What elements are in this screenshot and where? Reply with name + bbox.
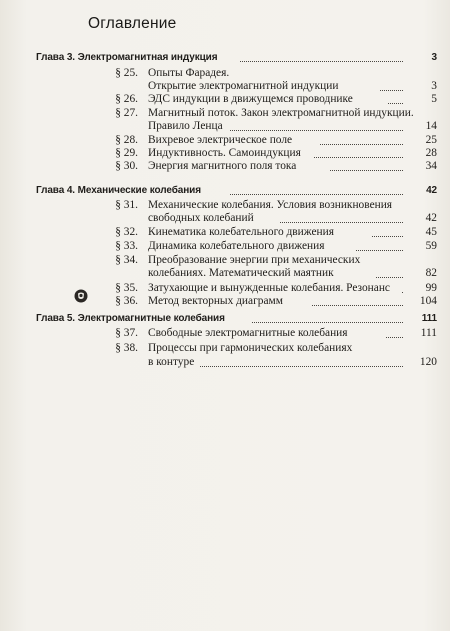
section-number: § 28. bbox=[115, 134, 138, 146]
section-title: Преобразование энергии при механических bbox=[148, 254, 361, 266]
section-number: § 38. bbox=[115, 342, 138, 354]
dot-leader bbox=[312, 305, 403, 306]
page-number: 14 bbox=[425, 120, 437, 132]
section-number: § 33. bbox=[115, 240, 138, 252]
section-title: Свободные электромагнитные колебания bbox=[148, 327, 348, 339]
page-number: 45 bbox=[425, 226, 437, 238]
toc-entry bbox=[0, 341, 437, 356]
toc-entry bbox=[0, 294, 437, 309]
toc-entry-continuation bbox=[0, 119, 437, 134]
section-title: Процессы при гармонических колебаниях bbox=[148, 342, 353, 354]
chapter-row bbox=[0, 50, 437, 65]
dot-leader bbox=[320, 144, 403, 145]
page-number: 25 bbox=[425, 134, 437, 146]
chapter-title: Глава 4. Механические колебания bbox=[36, 185, 201, 196]
dot-leader bbox=[230, 130, 403, 131]
section-title: Вихревое электрическое поле bbox=[148, 134, 293, 146]
section-title: Индуктивность. Самоиндукция bbox=[148, 147, 301, 159]
dot-leader bbox=[330, 170, 403, 171]
page-number: 42 bbox=[426, 185, 437, 196]
toc-entry bbox=[0, 159, 437, 174]
page-number: 34 bbox=[425, 160, 437, 172]
section-number: § 26. bbox=[115, 93, 138, 105]
page-number: 99 bbox=[425, 282, 437, 294]
section-title: Кинематика колебательного движения bbox=[148, 226, 334, 238]
section-number: § 31. bbox=[115, 199, 138, 211]
page-number: 59 bbox=[425, 240, 437, 252]
page-number: 42 bbox=[425, 212, 437, 224]
chapter-title: Глава 5. Электромагнитные колебания bbox=[36, 313, 225, 324]
chapter-row bbox=[0, 183, 437, 198]
chapter-title: Глава 3. Электромагнитная индукция bbox=[36, 52, 218, 63]
page-number: 5 bbox=[431, 93, 437, 105]
section-title: Затухающие и вынужденные колебания. Резонанс bbox=[148, 282, 390, 294]
section-title: ЭДС индукции в движущемся проводнике bbox=[148, 93, 353, 105]
section-title: Открытие электромагнитной индукции bbox=[148, 80, 339, 92]
dot-leader bbox=[314, 157, 403, 158]
section-title: Метод векторных диаграмм bbox=[148, 295, 283, 307]
toc-entry bbox=[0, 225, 437, 240]
toc-entry-continuation bbox=[0, 266, 437, 281]
chapter-row bbox=[0, 311, 437, 326]
page-number: 3 bbox=[431, 52, 437, 63]
dot-leader bbox=[356, 250, 403, 251]
section-number: § 29. bbox=[115, 147, 138, 159]
section-title: в контуре bbox=[148, 356, 195, 368]
section-title: Динамика колебательного движения bbox=[148, 240, 325, 252]
page-number: 104 bbox=[419, 295, 437, 307]
page-number: 120 bbox=[419, 356, 437, 368]
toc-entry bbox=[0, 92, 437, 107]
section-number: § 36. bbox=[115, 295, 138, 307]
section-title: Правило Ленца bbox=[148, 120, 223, 132]
dot-leader bbox=[200, 366, 403, 367]
section-number: § 27. bbox=[115, 107, 138, 119]
dot-leader bbox=[402, 292, 403, 293]
dot-leader bbox=[376, 277, 403, 278]
dot-leader bbox=[230, 194, 403, 195]
section-title: колебаниях. Математический маятник bbox=[148, 267, 334, 279]
advanced-level-icon bbox=[74, 289, 88, 303]
page-number: 3 bbox=[431, 80, 437, 92]
section-title: Опыты Фарадея. bbox=[148, 67, 230, 79]
dot-leader bbox=[388, 103, 403, 104]
dot-leader bbox=[372, 236, 403, 237]
section-title: Энергия магнитного поля тока bbox=[148, 160, 297, 172]
toc-entry bbox=[0, 239, 437, 254]
section-title: Механические колебания. Условия возникновения bbox=[148, 199, 393, 211]
page-number: 82 bbox=[425, 267, 437, 279]
page-number: 111 bbox=[421, 313, 437, 324]
section-title: свободных колебаний bbox=[148, 212, 254, 224]
dot-leader bbox=[240, 61, 403, 62]
section-number: § 32. bbox=[115, 226, 138, 238]
page-number: 28 bbox=[425, 147, 437, 159]
toc-entry bbox=[0, 326, 437, 341]
dot-leader bbox=[252, 322, 403, 323]
dot-leader bbox=[386, 337, 403, 338]
section-number: § 35. bbox=[115, 282, 138, 294]
page-number: 111 bbox=[420, 327, 437, 339]
dot-leader bbox=[380, 90, 403, 91]
section-number: § 30. bbox=[115, 160, 138, 172]
section-title: Магнитный поток. Закон электромагнитной индукции. bbox=[148, 107, 414, 119]
toc-entry-continuation bbox=[0, 355, 437, 370]
toc-entry-continuation bbox=[0, 211, 437, 226]
dot-leader bbox=[280, 222, 403, 223]
section-number: § 34. bbox=[115, 254, 138, 266]
section-number: § 37. bbox=[115, 327, 138, 339]
section-number: § 25. bbox=[115, 67, 138, 79]
page-title: Оглавление bbox=[88, 15, 177, 32]
